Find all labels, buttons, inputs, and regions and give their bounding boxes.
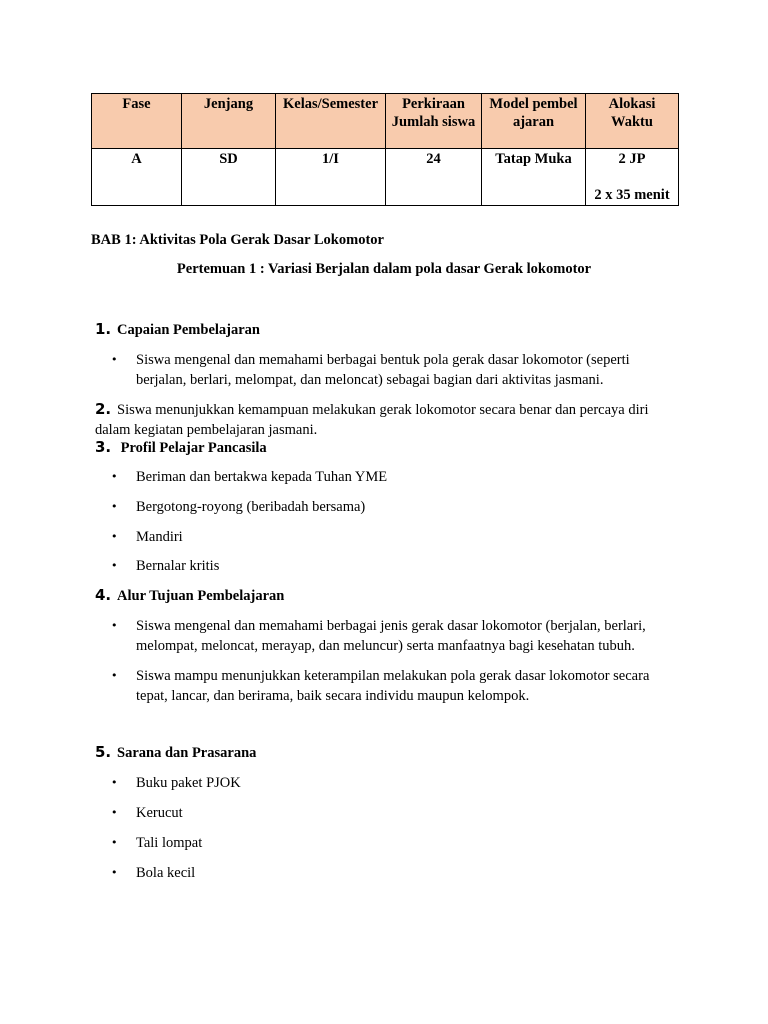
header-alokasi-waktu: Alokasi Waktu xyxy=(586,94,679,149)
list-item: • Buku paket PJOK xyxy=(110,773,670,793)
section-3-title: Profil Pelajar Pancasila xyxy=(120,440,267,456)
header-fase: Fase xyxy=(92,94,182,149)
cell-model: Tatap Muka xyxy=(482,149,586,206)
section-5-number: 5. xyxy=(95,743,112,761)
cell-alokasi xyxy=(586,149,679,206)
section-2-number: 2. xyxy=(95,400,112,418)
cell-kelas: 1/I xyxy=(276,149,386,206)
alokasi-jp: 2 JP xyxy=(618,151,646,167)
bab-title: BAB 1: Aktivitas Pola Gerak Dasar Lokomotor xyxy=(91,232,384,248)
section-5-list xyxy=(110,773,670,883)
cell-jumlah: 24 xyxy=(386,149,482,206)
section-2-text: Siswa menunjukkan kemampuan melakukan gerak lokomotor secara benar dan percaya diri dalam kegiatan pembelajaran jasmani. xyxy=(95,402,649,438)
header-kelas-semester: Kelas/Semester xyxy=(276,94,386,149)
list-item: • Siswa mengenal dan memahami berbagai bentuk pola gerak dasar lokomotor (seperti berjalan, berlari, melompat, dan meloncat) sebagai bagian dari aktivitas jasmani. xyxy=(110,350,670,390)
section-4-list xyxy=(110,616,670,706)
section-3-number: 3. xyxy=(95,438,112,456)
list-item: • Beriman dan bertakwa kepada Tuhan YME xyxy=(110,467,670,487)
section-1-number: 1. xyxy=(95,320,112,338)
list-item: • Bergotong-royong (beribadah bersama) xyxy=(110,497,670,517)
alokasi-menit: 2 x 35 menit xyxy=(594,187,670,203)
info-table xyxy=(91,93,679,206)
table-header-row xyxy=(92,94,679,149)
section-1-heading xyxy=(95,320,260,339)
section-1-list xyxy=(110,350,670,390)
list-item: • Siswa mengenal dan memahami berbagai jenis gerak dasar lokomotor (berjalan, berlari, melompat, meloncat, merayap, dan meluncur) serta manfaatnya bagi kesehatan tubuh. xyxy=(110,616,670,656)
section-4-heading xyxy=(95,586,284,605)
section-4-title: Alur Tujuan Pembelajaran xyxy=(117,588,285,604)
list-item: • Tali lompat xyxy=(110,833,670,853)
list-item: • Bernalar kritis xyxy=(110,556,670,576)
pertemuan-title: Pertemuan 1 : Variasi Berjalan dalam pola dasar Gerak lokomotor xyxy=(176,261,592,277)
cell-fase: A xyxy=(92,149,182,206)
list-item: • Bola kecil xyxy=(110,863,670,883)
header-model-pembelajaran: Model pembelajaran xyxy=(482,94,586,149)
list-item: • Mandiri xyxy=(110,527,670,547)
section-5-title: Sarana dan Prasarana xyxy=(117,745,257,761)
list-item: • Kerucut xyxy=(110,803,670,823)
list-item: • Siswa mampu menunjukkan keterampilan melakukan pola gerak dasar lokomotor secara tepat, lancar, dan berirama, baik secara individu maupun kelompok. xyxy=(110,666,670,706)
section-1-title: Capaian Pembelajaran xyxy=(117,322,260,338)
section-5-heading xyxy=(95,743,256,762)
table-row xyxy=(92,149,679,206)
section-4-number: 4. xyxy=(95,586,112,604)
section-3-heading xyxy=(95,438,267,457)
section-3-list xyxy=(110,467,670,576)
section-2-paragraph xyxy=(95,399,675,440)
header-perkiraan-jumlah-siswa: Perkiraan Jumlah siswa xyxy=(386,94,482,149)
cell-jenjang: SD xyxy=(182,149,276,206)
header-jenjang: Jenjang xyxy=(182,94,276,149)
